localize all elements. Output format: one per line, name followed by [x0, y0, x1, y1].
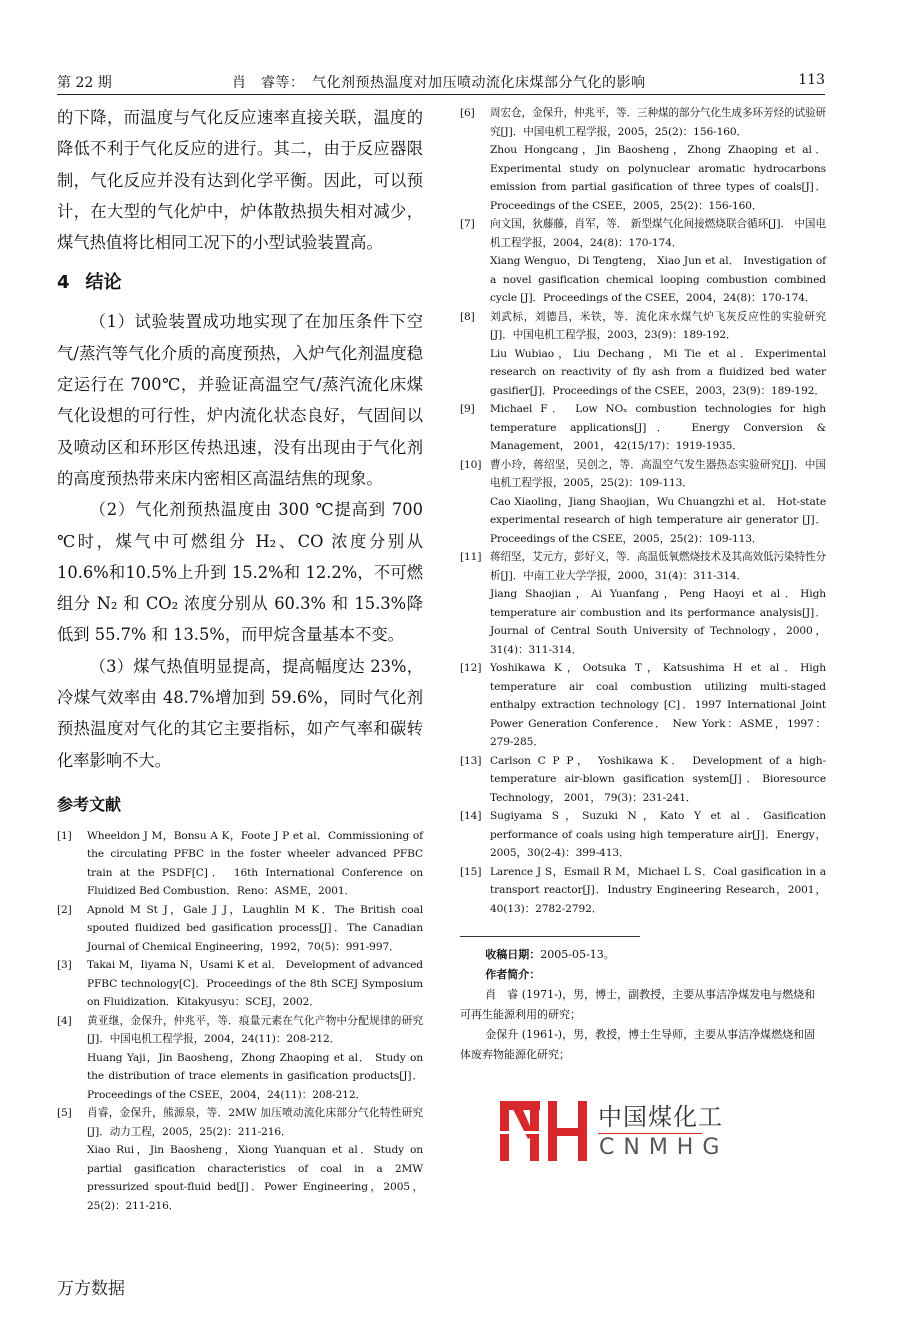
logo-divider [598, 1133, 702, 1134]
reference-item [57, 1012, 423, 1105]
left-column [57, 102, 423, 1215]
reference-list-left [57, 827, 423, 1216]
reference-number: [3] [57, 959, 72, 972]
author-bio: 肖 睿 (1971-)，男，博士，副教授，主要从事洁净煤发电与燃烧和可再生能源利用的研究； [460, 988, 816, 1021]
reference-number: [13] [460, 754, 482, 767]
footnote [460, 945, 826, 1065]
reference-text: 蒋绍坚，艾元方，彭好义，等．高温低氧燃烧技术及其高效低污染特性分析[J]．中南工业大学学报，2000，31(4)：311-314． [490, 551, 826, 582]
reference-english: Zhou Hongcang，Jin Baosheng，Zhong Zhaoping et al． Experimental study on polynuclear aromatic hydrocarbons emission from partial gasification of three types of coals[J]．Proceedings of the CSEE，2005，25(2)：156-160． [490, 144, 826, 212]
reference-text: 向文国，狄藤藤，肖军，等． 新型煤气化间接燃烧联合循环[J]． 中国电机工程学报，2004，24(8)：170-174． [490, 218, 826, 249]
reference-text: Wheeldon J M，Bonsu A K，Foote J P et al．Commissioning of the circulating PFBC in the foster wheeler advanced PFBC train at the PSDF[C]． 16th International Conference on Fluidized Bed Combustion．Reno：ASME，2001． [87, 829, 423, 898]
received-label: 收稿日期： [485, 948, 541, 961]
reference-english: Huang Yaji，Jin Baosheng，Zhong Zhaoping et al． Study on the distribution of trace elements in gasification products[J]．Proceedings of the CSEE，2004，24(11)：208-212． [87, 1051, 423, 1101]
reference-item [460, 863, 826, 919]
conclusion-3: （3）煤气热值明显提高，提高幅度达 23%，冷煤气效率由 48.7%增加到 59.6%，同时气化剂预热温度对气化的其它主要指标，如产气率和碳转化率影响不大。 [57, 656, 423, 770]
reference-number: [9] [460, 403, 475, 415]
reference-number: [5] [57, 1107, 72, 1120]
logo-cn-text: 中国煤化工 [598, 1103, 723, 1131]
conclusion-2: （2）气化剂预热温度由 300 ℃提高到 700 ℃时，煤气中可燃组分 H₂、CO 浓度分别从 10.6%和10.5%上升到 15.2%和 12.2%，不可燃组分 N₂ 和 CO₂ 浓度分别从 60.3% 和 15.3%降低到 55.7% 和 13.5%，而甲烷含量基本不变。 [57, 500, 423, 645]
section-title: 结论 [85, 272, 122, 294]
reference-item [57, 956, 423, 1012]
reference-number: [11] [460, 551, 482, 563]
reference-english: Jiang Shaojian，Ai Yuanfang，Peng Haoyi et al．High temperature air combustion and its performance analysis[J]．Journal of Central South University of Technology，2000，31(4)：311-314． [490, 588, 826, 656]
reference-text: 曹小玲，蒋绍坚，吴创之，等．高温空气发生器热态实验研究[J]．中国电机工程学报，2005，25(2)：109-113． [490, 458, 826, 489]
reference-english: Cao Xiaoling，Jiang Shaojian，Wu Chuangzhi et al． Hot-state experimental research of high temperature air generator [J]．Proceedings of the CSEE，2005，25(2)：109-113． [490, 495, 826, 545]
reference-english: Xiao Rui，Jin Baosheng，Xiong Yuanquan et al．Study on partial gasification characteristics of coal in a 2MW pressurized spout-fluid bed[J]．Power Engineering，2005，25(2)：211-216． [87, 1144, 423, 1212]
reference-list-right [460, 104, 826, 918]
reference-number: [4] [57, 1014, 72, 1027]
reference-number: [1] [57, 829, 72, 842]
cnmhg-logo [500, 1101, 729, 1161]
conclusion-1: （1）试验装置成功地实现了在加压条件下空气/蒸汽等气化介质的高度预热，入炉气化剂温度稳定运行在 700℃，并验证高温空气/蒸汽流化床煤气化设想的可行性，炉内流化状态良好，气固间以及喷动区和环形区传热迅速，没有出现由于气化剂的高度预热带来床内密相区高温结焦的现象。 [57, 312, 423, 488]
section-number: 4 [57, 272, 70, 294]
header-rule [57, 94, 825, 95]
reference-number: [2] [57, 903, 72, 916]
footnote-rule [460, 936, 640, 937]
running-title: 肖 睿等： 气化剂预热温度对加压喷动流化床煤部分气化的影响 [232, 75, 646, 91]
reference-number: [14] [460, 810, 482, 822]
reference-item [460, 308, 826, 401]
right-column [460, 104, 826, 1161]
intro-paragraph: 的下降，而温度与气化反应速率直接关联，温度的降低不利于气化反应的进行。其二，由于反应器限制，气化反应并没有达到化学平衡。因此，可以预计，在大型的气化炉中，炉体散热损失相对减少，煤气热值将比相同工况下的小型试验装置高。 [57, 108, 423, 253]
running-header [57, 70, 825, 92]
reference-item [460, 752, 826, 808]
reference-item [460, 215, 826, 308]
watermark: 万方数据 [57, 1279, 125, 1299]
reference-item [460, 659, 826, 752]
reference-english: Xiang Wenguo，Di Tengteng， Xiao Jun et al． Investigation of a novel gasification chemical looping combustion combined cycle [J]．Proceedings of the CSEE，2004，24(8)：170-174． [490, 255, 826, 304]
reference-number: [6] [460, 107, 475, 119]
reference-item [460, 548, 826, 659]
issue-number: 第 22 期 [57, 75, 112, 91]
reference-number: [7] [460, 218, 475, 230]
reference-text: Apnold M St J，Gale J J，Laughlin M K．The British coal spouted fluidized bed gasification process[J]．The Canadian Journal of Chemical Engineering，1992，70(5)：991-997． [87, 903, 423, 953]
reference-item [57, 1104, 423, 1215]
logo-en-text: CNMHG [599, 1135, 729, 1160]
logo-mark-icon [500, 1101, 592, 1161]
reference-number: [15] [460, 865, 482, 878]
reference-text: Yoshikawa K，Ootsuka T，Katsushima H et al．High temperature air coal combustion utilizing multi-staged enthalpy extraction technology [C]．1997 International Joint Power Generation Conference． New York：ASME，1997：279-285． [490, 662, 826, 748]
author-bio: 金保升 (1961-)，男，教授，博士生导师，主要从事洁净煤燃烧和固体废弃物能源化研究； [460, 1028, 816, 1061]
reference-text: Michael F． Low NOₓ combustion technologies for high temperature applications[J]． Energy Conversion & Management， 2001， 42(15/17)：1919-1935． [490, 403, 826, 452]
reference-item [57, 901, 423, 957]
reference-number: [10] [460, 458, 482, 471]
reference-item [57, 827, 423, 901]
reference-text: 肖睿，金保升，熊源泉，等．2MW 加压喷动流化床部分气化特性研究[J]．动力工程，2005，25(2)：211-216． [87, 1107, 423, 1138]
bio-label: 作者简介： [485, 968, 541, 981]
reference-english: Liu Wubiao，Liu Dechang，Mi Tie et al．Experimental research on reactivity of fly ash from a fluidized bed water gasifier[J]．Proceedings of the CSEE，2003，23(9)：189-192． [490, 347, 826, 397]
page-number: 113 [798, 72, 825, 88]
reference-item [460, 400, 826, 456]
reference-text: Takai M，Iiyama N，Usami K et al． Development of advanced PFBC technology[C]．Proceedings of the 8th SCEJ Symposium on Fluidization．Kitakyusyu：SCEJ，2002． [87, 959, 423, 1009]
references-heading: 参考文献 [57, 794, 122, 814]
reference-text: Sugiyama S，Suzuki N，Kato Y et al．Gasification performance of coals using high temperature air[J]．Energy，2005，30(2-4)：399-413． [490, 810, 826, 859]
reference-item [460, 104, 826, 215]
reference-text: 周宏仓，金保升，仲兆平，等．三种煤的部分气化生成多环芳烃的试验研究[J]．中国电机工程学报，2005，25(2)：156-160． [490, 107, 826, 138]
reference-number: [12] [460, 662, 482, 674]
reference-text: Larence J S，Esmail R M，Michael L S．Coal gasification in a transport reactor[J]．Industry Engineering Research，2001，40(13)：2782-2792． [490, 865, 826, 915]
section-heading [57, 268, 423, 298]
reference-number: [8] [460, 310, 475, 323]
reference-item [460, 807, 826, 863]
reference-text: 黄亚继，金保升，仲兆平，等．痕量元素在气化产物中分配规律的研究[J]．中国电机工程学报，2004，24(11)：208-212． [87, 1014, 423, 1046]
reference-text: Carlson C P P， Yoshikawa K． Development of a high-temperature air-blown gasification system[J]．Bioresource Technology， 2001， 79(3)：231-241． [490, 754, 826, 804]
received-date: 2005-05-13。 [540, 948, 615, 961]
reference-text: 刘武标，刘德昌，米铁，等．流化床水煤气炉飞灰反应性的实验研究[J]．中国电机工程学报，2003，23(9)：189-192． [490, 310, 826, 341]
reference-item [460, 456, 826, 549]
